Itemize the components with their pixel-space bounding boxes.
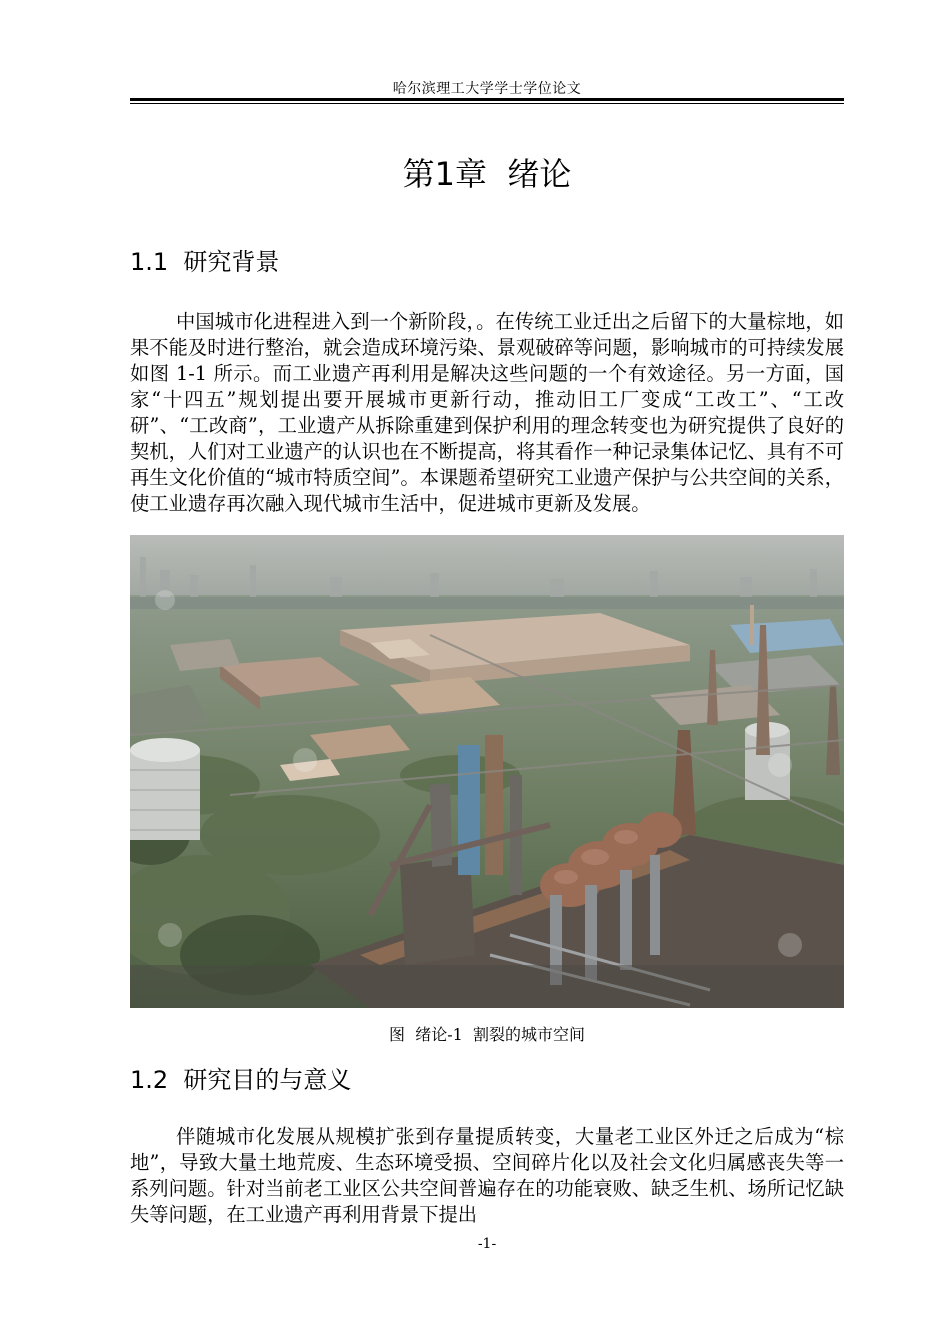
running-header: 哈尔滨理工大学学士学位论文 <box>392 81 582 97</box>
paragraph-purpose: 伴随城市化发展从规模扩张到存量提质转变，大量老工业区外迁之后成为“棕地”，导致大量土地荒废、生态环境受损、空间碎片化以及社会文化归属感丧失等一系列问题。针对当前老工业区公共空间普遍存在的功能衰败、缺乏生机、场所记忆缺失等问题，在工业遗产再利用背景下提出 <box>130 1125 844 1226</box>
paragraph-background: 中国城市化进程进入到一个新阶段，。在传统工业迁出之后留下的大量棕地，如果不能及时进行整治，就会造成环境污染、景观破碎等问题，影响城市的可持续发展如图 1-1 所示。而工业遗产再利用是解决这些问题的一个有效途径。另一方面，国家“十四五”规划提出要开展城市更新行动，推动旧工厂变成“工改工”、“工改研”、“工改商”，工业遗产从拆除重建到保护利用的理念转变也为研究提供了良好的契机，人们对工业遗产的认识也在不断提高，将其看作一种记录集体记忆、具有不可再生文化价值的“城市特质空间”。本课题希望研究工业遗产保护与公共空间的关系，使工业遗存再次融入现代城市生活中，促进城市更新及发展。 <box>130 310 844 515</box>
figure-aerial-photo <box>130 535 844 1008</box>
section-title-1-2: 1.2 研究目的与意义 <box>130 1066 352 1094</box>
figure-caption: 图 绪论-1 割裂的城市空间 <box>389 1025 585 1044</box>
chapter-title: 第1章 绪论 <box>402 155 572 193</box>
header-rule-thick <box>130 98 844 101</box>
aerial-industrial-photo-icon <box>130 535 844 1008</box>
page-number: -1- <box>477 1236 497 1252</box>
header-rule-thin <box>130 103 844 104</box>
section-title-1-1: 1.1 研究背景 <box>130 248 280 276</box>
